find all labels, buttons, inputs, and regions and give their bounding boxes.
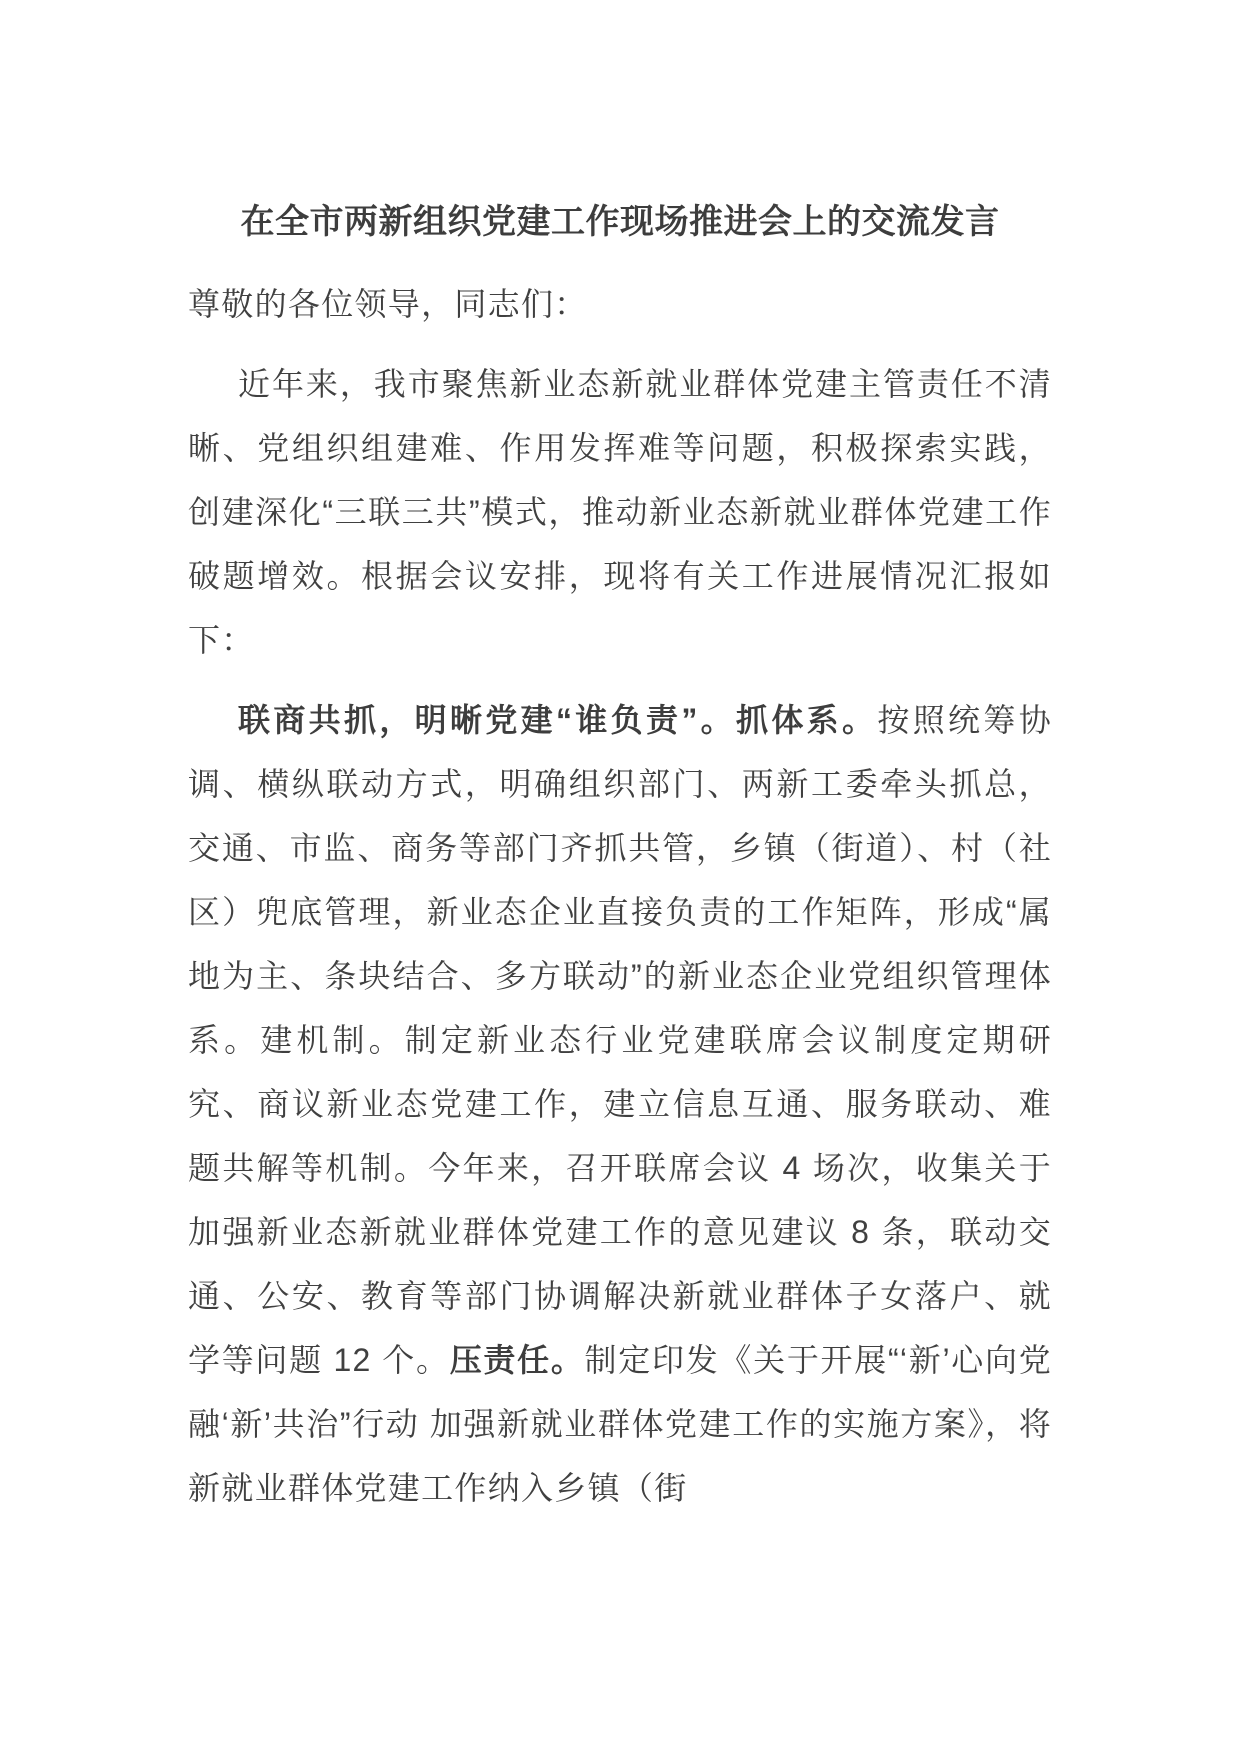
salutation-line: 尊敬的各位领导，同志们： bbox=[188, 286, 588, 322]
paragraph bbox=[188, 352, 1052, 672]
document-body bbox=[188, 352, 1052, 1520]
document-title: 在全市两新组织党建工作现场推进会上的交流发言 bbox=[240, 203, 1000, 241]
bold-text-run: 压责任。 bbox=[449, 1342, 585, 1378]
text-run: 制定印发《关于开展“‘新’心向党 融‘新’共治”行动 加强新就业群体党建工作的实施方案》，将新就业群体党建工作纳入乡镇（街 bbox=[188, 1342, 1052, 1506]
text-run: 按照统筹协调、横纵联动方式，明确组织部门、两新工委牵头抓总，交通、市监、商务等部门齐抓共管，乡镇（街道）、村（社区）兜底管理，新业态企业直接负责的工作矩阵，形成“属地为主、条块结合、多方联动”的新业态企业党组织管理体系。建机制。制定新业态行业党建联席会议制度定期研究、商议新业态党建工作，建立信息互通、服务联动、难题共解等机制。今年来，召开联席会议 4 场次，收集关于加强新业态新就业群体党建工作的意见建议 8 条，联动交通、公安、教育等部门协调解决新就业群体子女落户、就学等问题 12 个。 bbox=[188, 702, 1052, 1378]
bold-text-run: 联商共抓，明晰党建“谁负责”。抓体系。 bbox=[238, 702, 878, 738]
text-run: 近年来，我市聚焦新业态新就业群体党建主管责任不清晰、党组织组建难、作用发挥难等问题，积极探索实践，创建深化“三联三共”模式，推动新业态新就业群体党建工作破题增效。根据会议安排，现将有关工作进展情况汇报如下： bbox=[188, 366, 1052, 658]
paragraph bbox=[188, 688, 1052, 1520]
